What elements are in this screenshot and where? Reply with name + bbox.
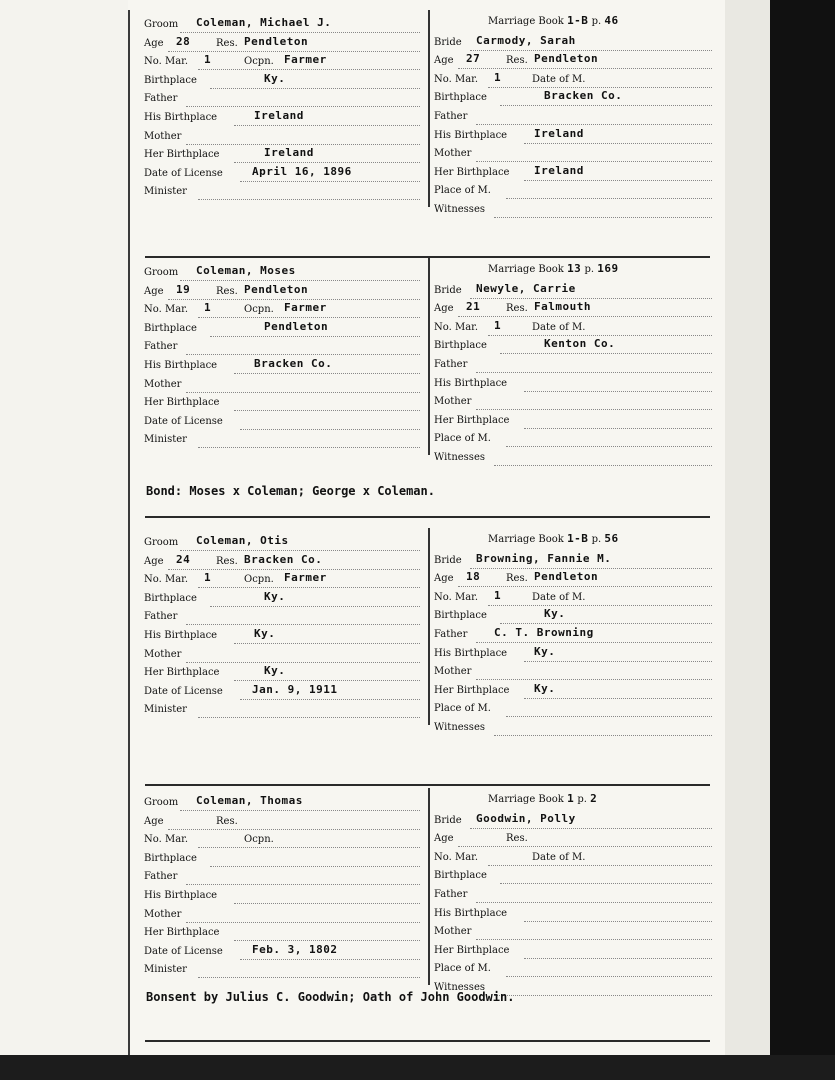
label-bride-place-of-m: Place of M.: [434, 433, 491, 445]
field-line: [500, 609, 712, 624]
groom-groom-value: Coleman, Otis: [196, 534, 289, 547]
bride-birthplace-value: Ky.: [544, 607, 566, 621]
field-line: [494, 981, 712, 996]
bride-his-birthplace-value: Ireland: [534, 126, 584, 140]
bride-res-value: Pendleton: [534, 52, 599, 66]
label-bride-mother: Mother: [434, 148, 472, 160]
field-line: [488, 70, 712, 88]
marriage-book-page-value: 46: [604, 14, 619, 27]
record-column-divider: [428, 258, 430, 455]
label-bride-mother: Mother: [434, 666, 472, 678]
field-line: [198, 963, 420, 978]
marriage-book-reference: Marriage Book 1-B p. 46: [488, 14, 619, 27]
label-bride-witnesses: Witnesses: [434, 452, 485, 464]
groom-ocpn-value: Farmer: [284, 301, 327, 315]
field-line: [210, 71, 420, 89]
field-line: [476, 395, 712, 410]
label-bride-bride: Bride: [434, 554, 462, 566]
field-line: [234, 396, 420, 411]
label-groom: Groom: [144, 537, 179, 548]
field-line: [500, 869, 712, 884]
field-line: [476, 358, 712, 373]
label-no-mar: No. Mar.: [144, 304, 189, 316]
label-res: Res.: [216, 815, 238, 827]
label-date-of-m: Date of M.: [532, 851, 586, 863]
label-bride-bride: Bride: [434, 284, 462, 296]
label-bride-place-of-m: Place of M.: [434, 963, 491, 975]
label-ocpn: Ocpn.: [244, 834, 274, 846]
bride-res-value: Pendleton: [534, 570, 599, 584]
groom-his-birthplace-value: Ky.: [254, 627, 276, 640]
label-date-of-license: Date of License: [144, 167, 223, 179]
label-father: Father: [144, 611, 178, 623]
groom-her-birthplace-value: Ireland: [264, 146, 314, 160]
label-bride-no-mar: No. Mar.: [434, 851, 479, 863]
label-bride-place-of-m: Place of M.: [434, 703, 491, 715]
label-res: Res.: [216, 37, 238, 49]
label-bride-her-birthplace: Her Birthplace: [434, 414, 510, 426]
marriage-book-page-value: 56: [604, 532, 619, 545]
groom-res-value: Pendleton: [244, 282, 309, 296]
label-date-of-license: Date of License: [144, 415, 223, 427]
marriage-book-page-value: 2: [590, 792, 598, 805]
label-page: p.: [588, 534, 605, 545]
marriage-book-value: 1-B: [567, 14, 589, 27]
label-her-birthplace: Her Birthplace: [144, 927, 220, 939]
field-line: [524, 944, 712, 959]
groom-res-value: Pendleton: [244, 34, 309, 48]
label-date-of-m: Date of M.: [532, 321, 586, 333]
label-age: Age: [144, 37, 164, 49]
label-bride-bride: Bride: [434, 36, 462, 48]
label-bride-her-birthplace: Her Birthplace: [434, 166, 510, 178]
groom-no-mar-value: 1: [204, 571, 212, 585]
bride-her-birthplace-value: Ireland: [534, 163, 584, 177]
label-mother: Mother: [144, 648, 182, 660]
label-bride-no-mar: No. Mar.: [434, 73, 479, 85]
groom-date-of-license-value: Feb. 3, 1802: [252, 942, 338, 956]
bride-age-value: 18: [466, 570, 481, 584]
label-age: Age: [144, 815, 164, 827]
field-line: [186, 378, 420, 393]
bride-bride-value: Browning, Fannie M.: [476, 551, 612, 565]
label-mother: Mother: [144, 130, 182, 142]
groom-her-birthplace-value: Ky.: [264, 664, 286, 678]
label-bride-age: Age: [434, 55, 454, 67]
bride-age-value: 21: [466, 300, 481, 314]
bride-his-birthplace-value: Ky.: [534, 644, 556, 658]
label-bride-no-mar: No. Mar.: [434, 321, 479, 333]
field-line: [506, 962, 712, 977]
field-line: [198, 703, 420, 718]
label-bride-birthplace: Birthplace: [434, 870, 487, 882]
field-line: [476, 888, 712, 903]
field-line: [234, 889, 420, 904]
groom-his-birthplace-value: Ireland: [254, 109, 304, 122]
label-birthplace: Birthplace: [144, 74, 197, 86]
groom-birthplace-value: Pendleton: [264, 319, 329, 333]
label-bride-his-birthplace: His Birthplace: [434, 129, 508, 141]
label-bride-witnesses: Witnesses: [434, 204, 485, 216]
label-date-of-m: Date of M.: [532, 73, 586, 85]
field-line: [524, 377, 712, 392]
label-page: p.: [581, 264, 598, 275]
field-line: [234, 148, 420, 163]
groom-birthplace-value: Ky.: [264, 71, 286, 85]
field-line: [488, 588, 712, 606]
label-her-birthplace: Her Birthplace: [144, 149, 220, 161]
marriage-book-value: 1: [567, 792, 575, 805]
field-line: [476, 665, 712, 680]
label-res: Res.: [216, 285, 238, 297]
field-line: [458, 832, 712, 847]
label-bride-res: Res.: [506, 303, 528, 315]
field-line: [240, 415, 420, 430]
record-column-divider: [428, 10, 430, 207]
groom-his-birthplace-value: Bracken Co.: [254, 357, 333, 370]
bride-bride-value: Goodwin, Polly: [476, 811, 576, 825]
groom-ocpn-value: Farmer: [284, 571, 327, 585]
label-no-mar: No. Mar.: [144, 574, 189, 586]
groom-birthplace-value: Ky.: [264, 589, 286, 603]
record-separator: [145, 784, 710, 786]
label-her-birthplace: Her Birthplace: [144, 667, 220, 679]
label-mother: Mother: [144, 908, 182, 920]
field-line: [186, 92, 420, 107]
label-page: p.: [574, 794, 591, 805]
label-bride-res: Res.: [506, 573, 528, 585]
groom-age-value: 28: [176, 34, 191, 48]
label-bride-birthplace: Birthplace: [434, 610, 487, 622]
bride-bride-value: Carmody, Sarah: [476, 33, 576, 47]
label-bride-her-birthplace: Her Birthplace: [434, 944, 510, 956]
record-column-divider: [428, 788, 430, 985]
bride-bride-value: Newyle, Carrie: [476, 281, 576, 295]
bride-father-value: C. T. Browning: [494, 626, 594, 640]
groom-age-value: 19: [176, 282, 191, 296]
record-separator: [145, 516, 710, 518]
bride-birthplace-value: Kenton Co.: [544, 337, 616, 351]
label-date-of-license: Date of License: [144, 685, 223, 697]
groom-no-mar-value: 1: [204, 301, 212, 315]
label-bride-birthplace: Birthplace: [434, 340, 487, 352]
label-her-birthplace: Her Birthplace: [144, 397, 220, 409]
bride-no-mar-value: 1: [494, 588, 502, 602]
field-line: [186, 908, 420, 923]
field-line: [488, 318, 712, 336]
groom-date-of-license-value: April 16, 1896: [252, 164, 352, 178]
field-line: [186, 130, 420, 145]
label-minister: Minister: [144, 434, 187, 446]
field-line: [524, 414, 712, 429]
scan-border-bottom: [0, 1055, 835, 1080]
label-bride-father: Father: [434, 629, 468, 641]
field-line: [210, 852, 420, 867]
marriage-book-page-value: 169: [597, 262, 619, 275]
label-bride-witnesses: Witnesses: [434, 982, 485, 994]
marriage-book-reference: Marriage Book 13 p. 169: [488, 262, 619, 275]
groom-groom-value: Coleman, Moses: [196, 264, 296, 277]
label-bride-res: Res.: [506, 833, 528, 845]
label-his-birthplace: His Birthplace: [144, 112, 218, 123]
label-date-of-m: Date of M.: [532, 591, 586, 603]
field-line: [494, 721, 712, 736]
groom-date-of-license-value: Jan. 9, 1911: [252, 682, 338, 696]
label-res: Res.: [216, 555, 238, 567]
label-groom: Groom: [144, 19, 179, 30]
record-note: Bonsent by Julius C. Goodwin; Oath of John Goodwin.: [146, 990, 515, 1004]
record-separator: [145, 1040, 710, 1042]
bride-age-value: 27: [466, 52, 481, 66]
record-column-divider: [428, 528, 430, 725]
label-bride-age: Age: [434, 303, 454, 315]
field-line: [524, 907, 712, 922]
field-line: [476, 925, 712, 940]
bride-no-mar-value: 1: [494, 70, 502, 84]
bride-birthplace-value: Bracken Co.: [544, 89, 623, 103]
label-bride-father: Father: [434, 111, 468, 123]
groom-groom-value: Coleman, Michael J.: [196, 16, 332, 29]
groom-res-value: Bracken Co.: [244, 552, 323, 566]
marriage-book-reference: Marriage Book 1-B p. 56: [488, 532, 619, 545]
field-line: [198, 433, 420, 448]
sheet-edge-line: [128, 10, 130, 1055]
label-father: Father: [144, 871, 178, 883]
field-line: [168, 815, 420, 830]
label-mother: Mother: [144, 378, 182, 390]
label-bride-mother: Mother: [434, 926, 472, 938]
record-note: Bond: Moses x Coleman; George x Coleman.: [146, 484, 435, 498]
bride-res-value: Falmouth: [534, 300, 591, 314]
label-bride-age: Age: [434, 573, 454, 585]
groom-groom-value: Coleman, Thomas: [196, 794, 303, 807]
field-line: [234, 666, 420, 681]
label-birthplace: Birthplace: [144, 322, 197, 334]
label-father: Father: [144, 93, 178, 105]
label-his-birthplace: His Birthplace: [144, 630, 218, 641]
label-bride-res: Res.: [506, 55, 528, 67]
label-bride-no-mar: No. Mar.: [434, 591, 479, 603]
label-bride-birthplace: Birthplace: [434, 92, 487, 104]
label-birthplace: Birthplace: [144, 852, 197, 864]
groom-ocpn-value: Farmer: [284, 53, 327, 67]
label-groom: Groom: [144, 797, 179, 808]
label-ocpn: Ocpn.: [244, 574, 274, 586]
field-line: [234, 926, 420, 941]
field-line: [506, 702, 712, 717]
scan-margin-right: [725, 0, 770, 1080]
field-line: [494, 203, 712, 218]
field-line: [488, 851, 712, 866]
field-line: [186, 648, 420, 663]
scan-margin-left: [0, 0, 130, 1080]
label-groom: Groom: [144, 267, 179, 278]
label-date-of-license: Date of License: [144, 945, 223, 957]
label-no-mar: No. Mar.: [144, 834, 189, 846]
field-line: [476, 110, 712, 125]
field-line: [506, 184, 712, 199]
label-bride-her-birthplace: Her Birthplace: [434, 684, 510, 696]
scan-border-right: [770, 0, 835, 1080]
marriage-book-value: 13: [567, 262, 582, 275]
bride-her-birthplace-value: Ky.: [534, 681, 556, 695]
groom-age-value: 24: [176, 552, 191, 566]
label-minister: Minister: [144, 964, 187, 976]
label-his-birthplace: His Birthplace: [144, 360, 218, 371]
label-bride-witnesses: Witnesses: [434, 722, 485, 734]
label-birthplace: Birthplace: [144, 592, 197, 604]
bride-no-mar-value: 1: [494, 318, 502, 332]
label-bride-his-birthplace: His Birthplace: [434, 907, 508, 919]
label-bride-father: Father: [434, 889, 468, 901]
marriage-book-reference: Marriage Book 1 p. 2: [488, 792, 598, 805]
field-line: [186, 340, 420, 355]
field-line: [186, 610, 420, 625]
label-bride-bride: Bride: [434, 814, 462, 826]
label-no-mar: No. Mar.: [144, 56, 189, 68]
marriage-book-value: 1-B: [567, 532, 589, 545]
groom-no-mar-value: 1: [204, 53, 212, 67]
label-bride-father: Father: [434, 359, 468, 371]
label-his-birthplace: His Birthplace: [144, 890, 218, 901]
label-bride-mother: Mother: [434, 396, 472, 408]
field-line: [476, 147, 712, 162]
field-line: [198, 185, 420, 200]
field-line: [506, 432, 712, 447]
label-age: Age: [144, 285, 164, 297]
label-minister: Minister: [144, 704, 187, 716]
label-age: Age: [144, 555, 164, 567]
label-ocpn: Ocpn.: [244, 304, 274, 316]
label-bride-age: Age: [434, 833, 454, 845]
label-bride-his-birthplace: His Birthplace: [434, 377, 508, 389]
label-bride-place-of-m: Place of M.: [434, 185, 491, 197]
label-minister: Minister: [144, 186, 187, 198]
label-page: p.: [588, 16, 605, 27]
field-line: [198, 833, 420, 848]
label-father: Father: [144, 341, 178, 353]
label-bride-his-birthplace: His Birthplace: [434, 647, 508, 659]
field-line: [186, 870, 420, 885]
field-line: [210, 589, 420, 607]
label-ocpn: Ocpn.: [244, 56, 274, 68]
field-line: [494, 451, 712, 466]
